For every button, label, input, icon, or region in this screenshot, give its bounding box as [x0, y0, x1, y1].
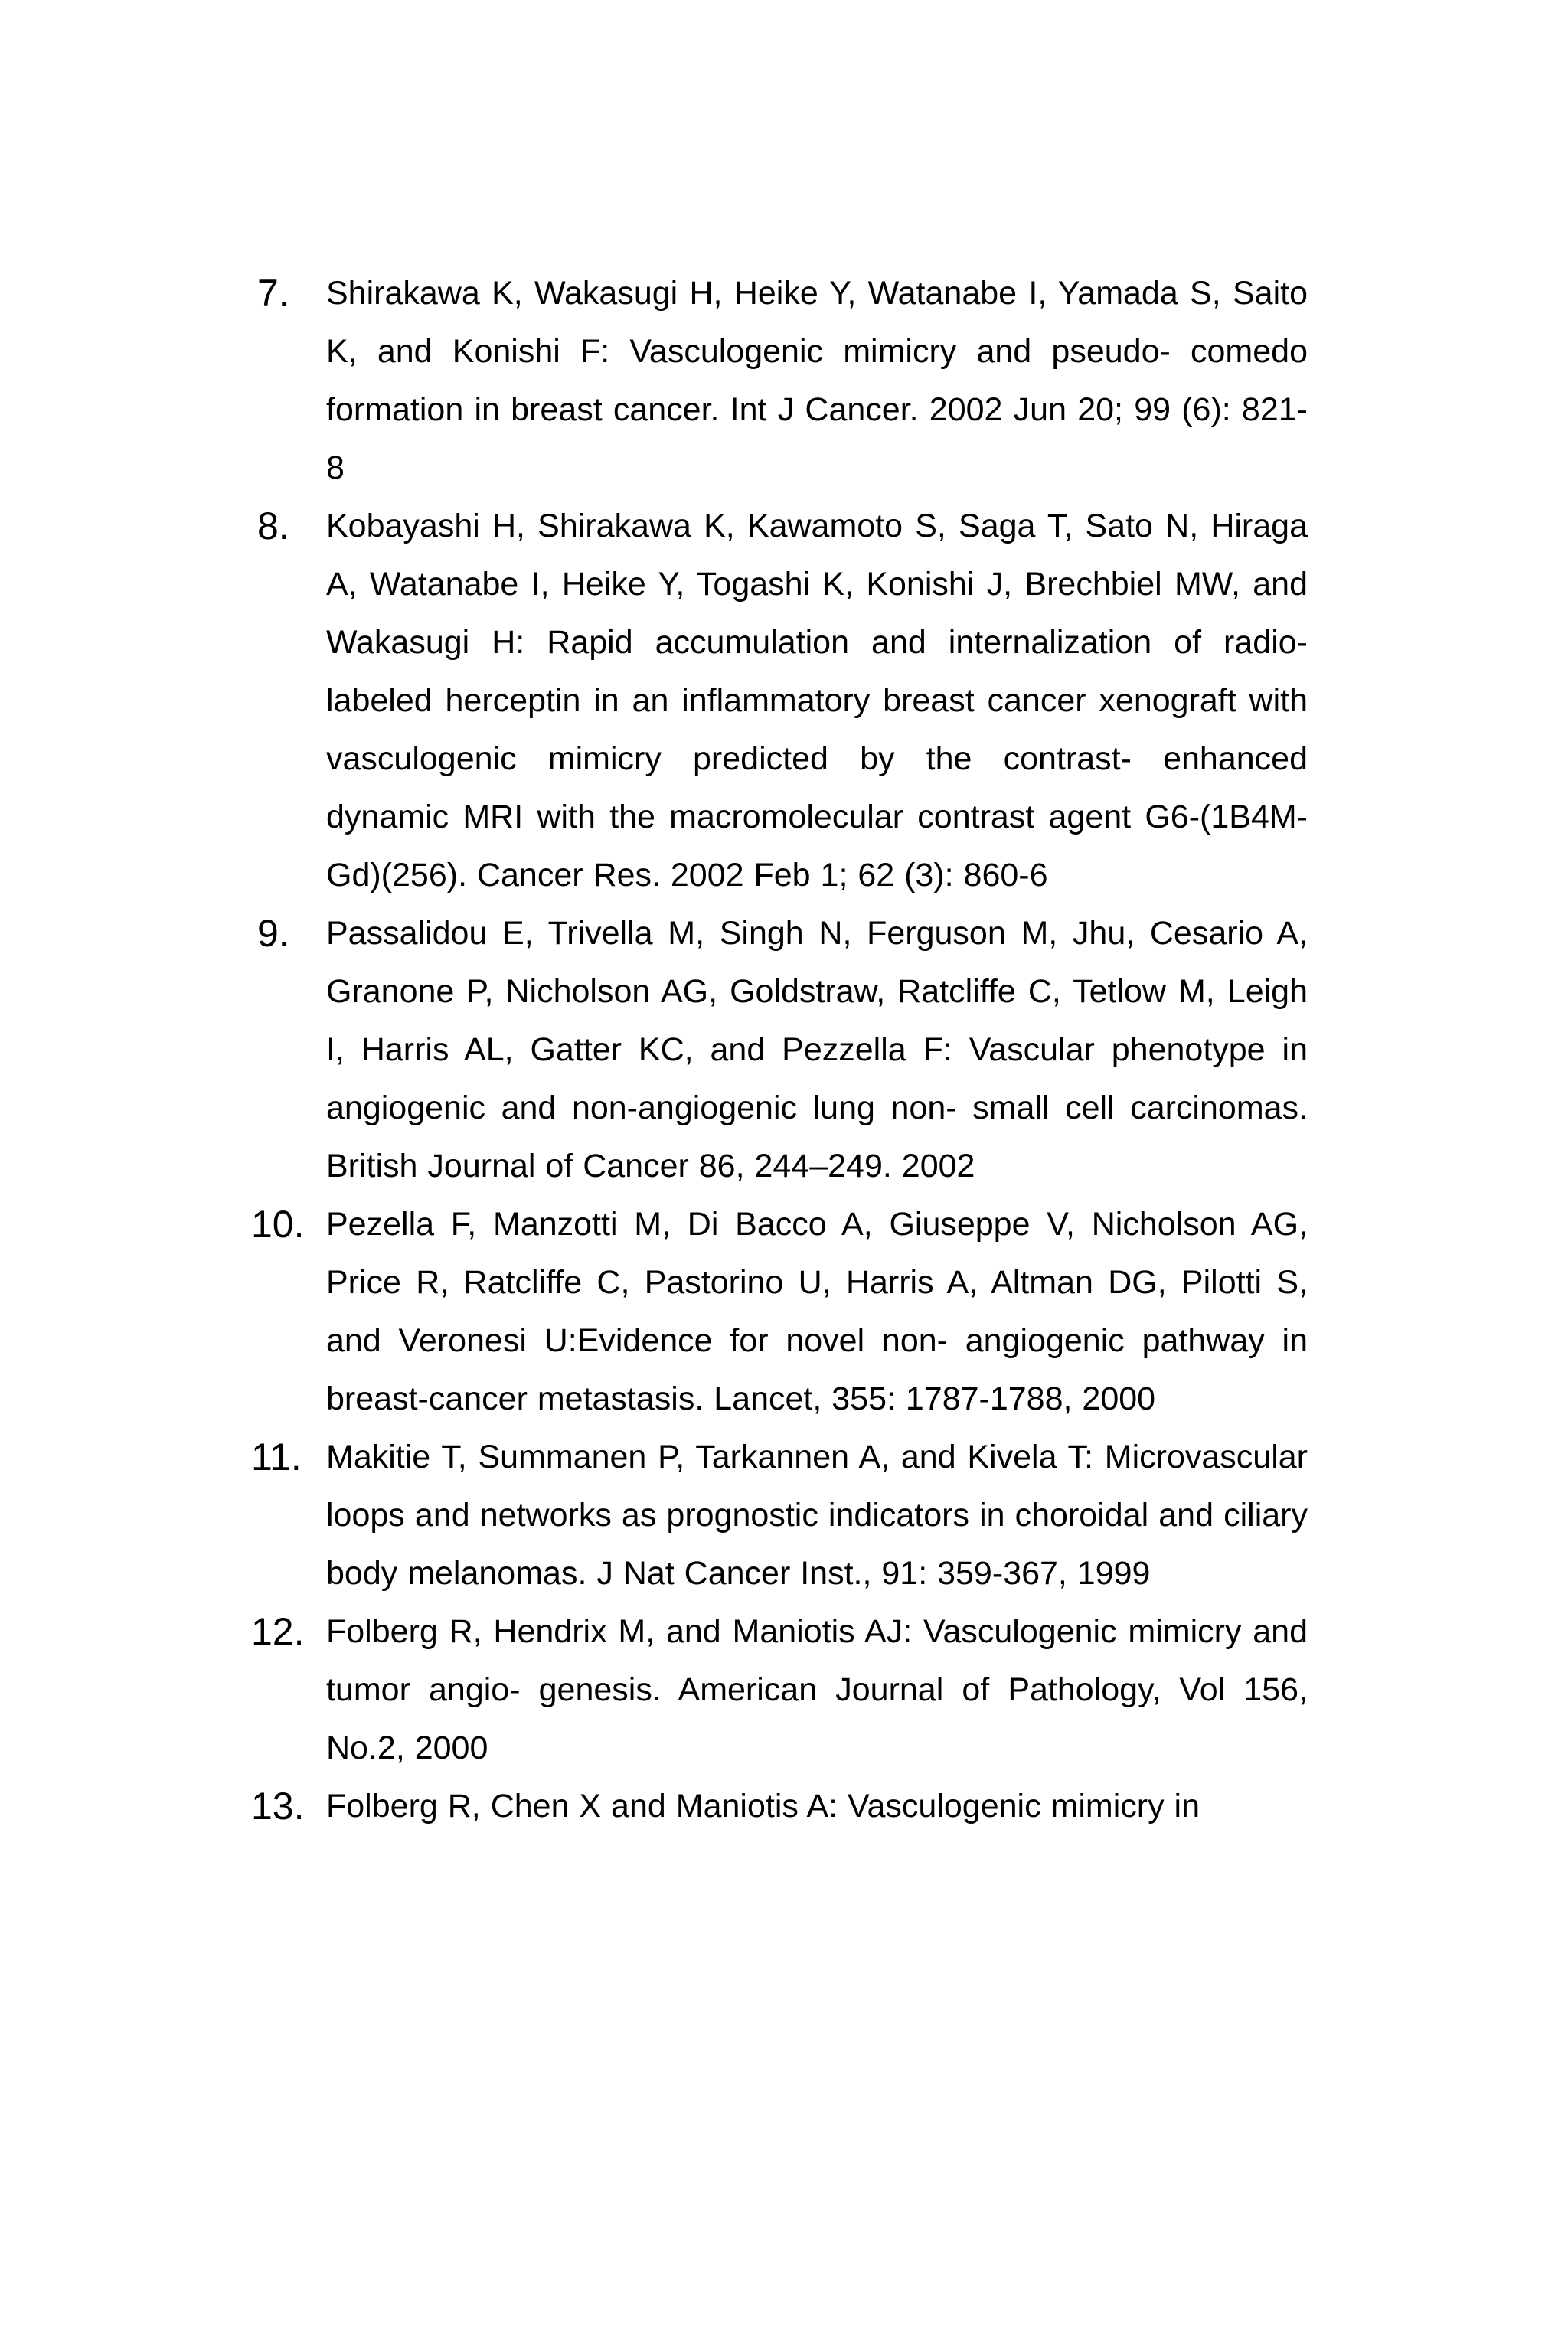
- reference-item: [251, 1428, 1308, 1602]
- reference-number: 9.: [257, 912, 289, 955]
- reference-number: 11.: [251, 1436, 302, 1478]
- reference-text: Makitie T, Summanen P, Tarkannen A, and Kivela T: Microvascular loops and networks as prognostic indicators in choroidal and ciliary body melanomas. J Nat Cancer Inst., 91: 359-367, 1999: [326, 1439, 1308, 1592]
- reference-item: [251, 1195, 1308, 1428]
- reference-text: Kobayashi H, Shirakawa K, Kawamoto S, Saga T, Sato N, Hiraga A, Watanabe I, Heike Y, Togashi K, Konishi J, Brechbiel MW, and Wakasugi H: Rapid accumulation and internalization of radio-labeled herceptin in an inflammatory breast cancer xenograft with vasculogenic mimicry predicted by the contrast- enhanced dynamic MRI with the macromolecular contrast agent G6-(1B4M- Gd)(256). Cancer Res. 2002 Feb 1; 62 (3): 860-6: [326, 508, 1308, 893]
- reference-number: 7.: [257, 272, 289, 315]
- reference-item: [257, 904, 1308, 1195]
- reference-item: [251, 1602, 1308, 1777]
- reference-item: [257, 497, 1308, 904]
- reference-text: Pezella F, Manzotti M, Di Bacco A, Giuseppe V, Nicholson AG, Price R, Ratcliffe C, Pastorino U, Harris A, Altman DG, Pilotti S, and Veronesi U:Evidence for novel non- angiogenic pathway in breast-cancer metastasis. Lancet, 355: 1787-1788, 2000: [326, 1206, 1308, 1417]
- reference-item: [257, 264, 1308, 497]
- reference-number: 10.: [251, 1203, 305, 1246]
- reference-text: Folberg R, Chen X and Maniotis A: Vasculogenic mimicry in: [326, 1788, 1200, 1824]
- reference-item: [251, 1777, 1308, 1835]
- reference-number: 13.: [251, 1785, 305, 1828]
- reference-number: 8.: [257, 505, 289, 547]
- reference-number: 12.: [251, 1610, 305, 1653]
- reference-text: Folberg R, Hendrix M, and Maniotis AJ: Vasculogenic mimicry and tumor angio- genesis. American Journal of Pathology, Vol 156, No.2, 2000: [326, 1613, 1308, 1766]
- reference-text: Passalidou E, Trivella M, Singh N, Ferguson M, Jhu, Cesario A, Granone P, Nicholson AG, Goldstraw, Ratcliffe C, Tetlow M, Leigh I, Harris AL, Gatter KC, and Pezzella F: Vascular phenotype in angiogenic and non-angiogenic lung non- small cell carcinomas. British Journal of Cancer 86, 244–249. 2002: [326, 915, 1308, 1184]
- reference-text: Shirakawa K, Wakasugi H, Heike Y, Watanabe I, Yamada S, Saito K, and Konishi F: Vasculogenic mimicry and pseudo- comedo formation in breast cancer. Int J Cancer. 2002 Jun 20; 99 (6): 821-8: [326, 275, 1308, 486]
- reference-list: [251, 264, 1308, 1835]
